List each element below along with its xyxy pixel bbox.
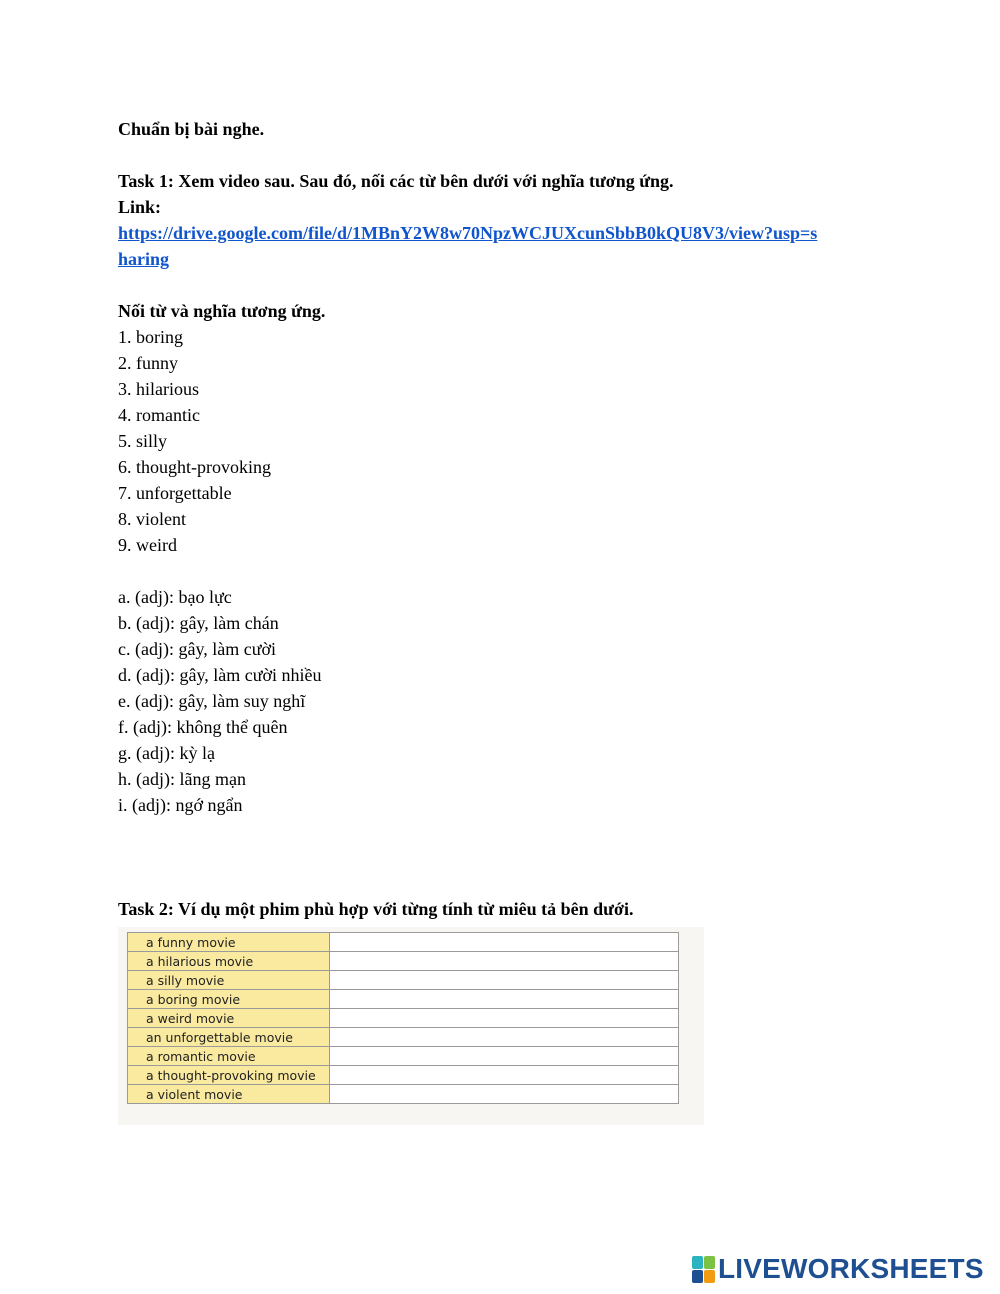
task1-title: Task 1: Xem video sau. Sau đó, nối các từ bên dưới với nghĩa tương ứng. (118, 171, 674, 191)
task2-table-image (118, 927, 704, 1125)
logo-tile (704, 1256, 715, 1269)
table-row (128, 990, 679, 1009)
document-body (118, 116, 898, 922)
word-item: 2. funny (118, 353, 178, 373)
row-label: an unforgettable movie (128, 1028, 330, 1047)
video-link-line2: haring (118, 249, 170, 269)
answer-cell[interactable] (330, 952, 679, 971)
word-item: 3. hilarious (118, 379, 199, 399)
liveworksheets-logo[interactable] (692, 1254, 984, 1284)
table-row (128, 952, 679, 971)
row-label: a silly movie (128, 971, 330, 990)
word-item: 5. silly (118, 431, 168, 451)
meaning-item: e. (adj): gây, làm suy nghĩ (118, 691, 306, 711)
word-list (118, 324, 898, 558)
word-item: 8. violent (118, 509, 186, 529)
match-title: Nối từ và nghĩa tương ứng. (118, 301, 326, 321)
meaning-item: c. (adj): gây, làm cười (118, 639, 277, 659)
brand-name: LIVEWORKSHEETS (718, 1253, 984, 1284)
meaning-item: d. (adj): gây, làm cười nhiều (118, 665, 322, 685)
answer-cell[interactable] (330, 1047, 679, 1066)
logo-tile (692, 1256, 703, 1269)
table-row (128, 1066, 679, 1085)
page-heading: Chuẩn bị bài nghe. (118, 119, 265, 139)
logo-tile (704, 1270, 715, 1283)
meaning-item: i. (adj): ngớ ngẩn (118, 795, 243, 815)
table-row (128, 1009, 679, 1028)
video-link-line1: https://drive.google.com/file/d/1MBnY2W8w70NpzWCJUXcunSbbB0kQU8V3/view?usp=s (118, 223, 818, 243)
liveworksheets-icon (692, 1256, 714, 1282)
link-label: Link: (118, 197, 162, 217)
meaning-list (118, 584, 898, 818)
logo-tile (692, 1270, 703, 1283)
answer-cell[interactable] (330, 1085, 679, 1104)
answer-cell[interactable] (330, 1028, 679, 1047)
meaning-item: f. (adj): không thể quên (118, 717, 288, 737)
row-label: a hilarious movie (128, 952, 330, 971)
table-row (128, 1085, 679, 1104)
row-label: a funny movie (128, 933, 330, 952)
movie-adjective-table (127, 932, 679, 1104)
row-label: a weird movie (128, 1009, 330, 1028)
meaning-item: g. (adj): kỳ lạ (118, 743, 215, 763)
row-label: a violent movie (128, 1085, 330, 1104)
table-row (128, 1028, 679, 1047)
word-item: 7. unforgettable (118, 483, 232, 503)
row-label: a romantic movie (128, 1047, 330, 1066)
answer-cell[interactable] (330, 1009, 679, 1028)
answer-cell[interactable] (330, 971, 679, 990)
word-item: 1. boring (118, 327, 183, 347)
meaning-item: h. (adj): lãng mạn (118, 769, 246, 789)
answer-cell[interactable] (330, 933, 679, 952)
table-row (128, 971, 679, 990)
word-item: 6. thought-provoking (118, 457, 271, 477)
video-link[interactable] (118, 223, 817, 269)
word-item: 4. romantic (118, 405, 200, 425)
row-label: a thought-provoking movie (128, 1066, 330, 1085)
table-row (128, 933, 679, 952)
word-item: 9. weird (118, 535, 177, 555)
meaning-item: b. (adj): gây, làm chán (118, 613, 279, 633)
table-row (128, 1047, 679, 1066)
answer-cell[interactable] (330, 1066, 679, 1085)
answer-cell[interactable] (330, 990, 679, 1009)
row-label: a boring movie (128, 990, 330, 1009)
task2-title: Task 2: Ví dụ một phim phù hợp với từng tính từ miêu tả bên dưới. (118, 899, 634, 919)
meaning-item: a. (adj): bạo lực (118, 587, 232, 607)
